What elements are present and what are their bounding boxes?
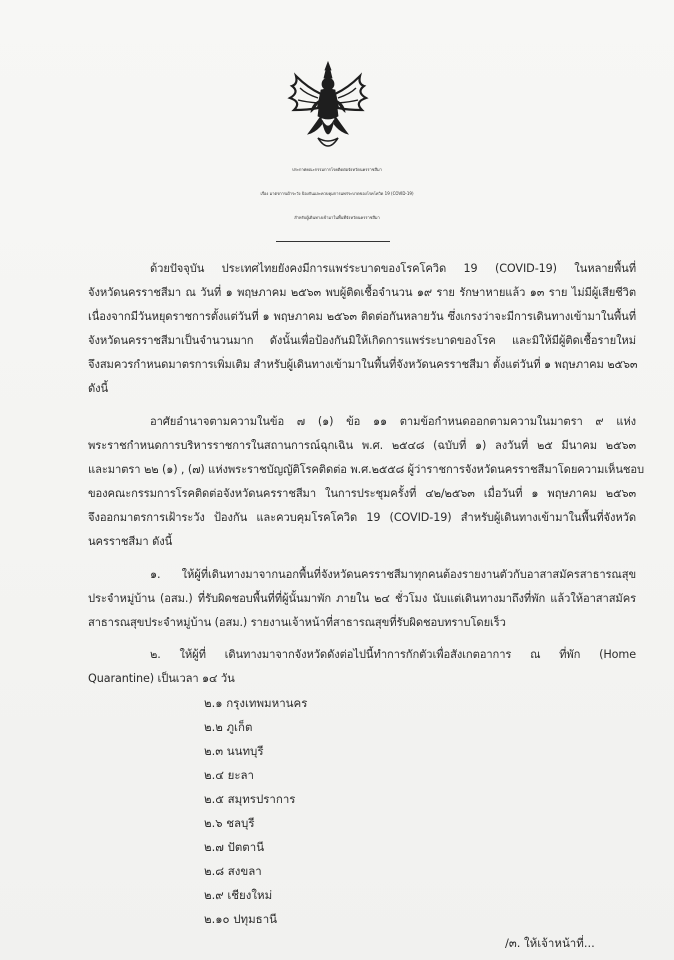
paragraph-1-line: จังหวัดนครราชสีมา ณ วันที่ ๑ พฤษภาคม ๒๕๖๓ พบผู้ติดเชื้อจำนวน ๑๙ ราย รักษาหายแล้ว ๑๓ ราย ไม่มีผู้เสียชีวิต bbox=[88, 286, 636, 299]
paragraph-2-line: ของคณะกรรมการโรคติดต่อจังหวัดนครราชสีมา ในการประชุมครั้งที่ ๔๒/๒๕๖๓ เมื่อวันที่ ๑ พฤษภาคม ๒๕๖๓ bbox=[88, 487, 636, 500]
paragraph-1-line: ด้วยปัจจุบัน ประเทศไทยยังคงมีการแพร่ระบาดของโรคโควิด 19 (COVID-19) ในหลายพื้นที่ bbox=[150, 262, 636, 275]
paragraph-2-line: จึงออกมาตรการเฝ้าระวัง ป้องกัน และควบคุมโรคโควิด 19 (COVID-19) สำหรับผู้เดินทางเข้ามาในพื้นที่จังหวัด bbox=[88, 511, 636, 524]
paragraph-1-line: จึงสมควรกำหนดมาตรการเพิ่มเติม สำหรับผู้เดินทางเข้ามาในพื้นที่จังหวัดนครราชสีมา ตั้งแต่วันที่ ๑ พฤษภาคม ๒๕๖๓ bbox=[88, 358, 638, 371]
continuation-note: /๓. ให้เจ้าหน้าที่... bbox=[505, 936, 595, 950]
province-list-item: ๒.๑๐ ปทุมธานี bbox=[204, 912, 278, 926]
paragraph-2-line: นครราชสีมา ดังนี้ bbox=[88, 535, 173, 548]
paragraph-2-line: พระราชกำหนดการบริหารราชการในสถานการณ์ฉุกเฉิน พ.ศ. ๒๕๔๘ (ฉบับที่ ๑) ลงวันที่ ๒๕ มีนาคม ๒๕๖๓ bbox=[88, 439, 636, 452]
announcement-subject: เรื่อง มาตรการเฝ้าระวัง ป้องกันและควบคุมการแพร่ระบาดของโรคโควิด 19 (COVID-19) bbox=[260, 191, 414, 196]
province-list-item: ๒.๗ ปัตตานี bbox=[204, 840, 265, 854]
item-2-line: Quarantine) เป็นเวลา ๑๔ วัน bbox=[88, 672, 235, 685]
province-list-item: ๒.๖ ชลบุรี bbox=[204, 816, 255, 830]
item-2-line: ๒. ให้ผู้ที่ เดินทางมาจากจังหวัดดังต่อไปนี้ทำการกักตัวเพื่อสังเกตอาการ ณ ที่พัก (Home bbox=[150, 648, 636, 661]
province-list-item: ๒.๘ สงขลา bbox=[204, 864, 262, 878]
province-list-item: ๒.๑ กรุงเทพมหานคร bbox=[204, 696, 308, 710]
province-list-item: ๒.๓ นนทบุรี bbox=[204, 744, 264, 758]
item-1-line: ประจำหมู่บ้าน (อสม.) ที่รับผิดชอบพื้นที่ที่ผู้นั้นมาพัก ภายใน ๒๔ ชั่วโมง นับแต่เดินทางมาถึงที่พัก แล้วให้อาสาสมัคร bbox=[88, 592, 636, 605]
title-divider bbox=[276, 241, 390, 242]
item-1-line: สาธารณสุขประจำหมู่บ้าน (อสม.) รายงานเจ้าหน้าที่สาธารณสุขที่รับผิดชอบทราบโดยเร็ว bbox=[88, 616, 506, 629]
paragraph-2-line: และมาตรา ๒๒ (๑) , (๗) แห่งพระราชบัญญัติโรคติดต่อ พ.ศ.๒๕๕๘ ผู้ว่าราชการจังหวัดนครราชสีมาโดยความเห็นชอบ bbox=[88, 463, 644, 476]
paragraph-1-line: เนื่องจากมีวันหยุดราชการตั้งแต่วันที่ ๑ พฤษภาคม ๒๕๖๓ ติดต่อกันหลายวัน ซึ่งเกรงว่าจะมีการเดินทางเข้ามาในพื้นที่ bbox=[88, 310, 636, 323]
province-list-item: ๒.๙ เชียงใหม่ bbox=[204, 888, 273, 902]
announcement-scope: สำหรับผู้เดินทางเข้ามาในพื้นที่จังหวัดนครราชสีมา bbox=[294, 215, 380, 220]
garuda-emblem-icon bbox=[278, 58, 378, 158]
province-list-item: ๒.๕ สมุทรปราการ bbox=[204, 792, 296, 806]
province-list-item: ๒.๒ ภูเก็ต bbox=[204, 720, 253, 734]
paragraph-1-line: จังหวัดนครราชสีมาเป็นจำนวนมาก ดังนั้นเพื่อป้องกันมิให้เกิดการแพร่ระบาดของโรค และมิให้มีผู้ติดเชื้อรายใหม่ bbox=[88, 334, 636, 347]
paragraph-2-line: อาศัยอำนาจตามความในข้อ ๗ (๑) ข้อ ๑๑ ตามข้อกำหนดออกตามความในมาตรา ๙ แห่ง bbox=[150, 415, 636, 428]
paragraph-1-line: ดังนี้ bbox=[88, 382, 109, 395]
announcement-title: ประกาศคณะกรรมการโรคติดต่อจังหวัดนครราชสีมา bbox=[292, 167, 382, 172]
province-list-item: ๒.๔ ยะลา bbox=[204, 768, 255, 782]
item-1-line: ๑. ให้ผู้ที่เดินทางมาจากนอกพื้นที่จังหวัดนครราชสีมาทุกคนต้องรายงานตัวกับอาสาสมัครสาธารณสุข bbox=[150, 568, 636, 581]
